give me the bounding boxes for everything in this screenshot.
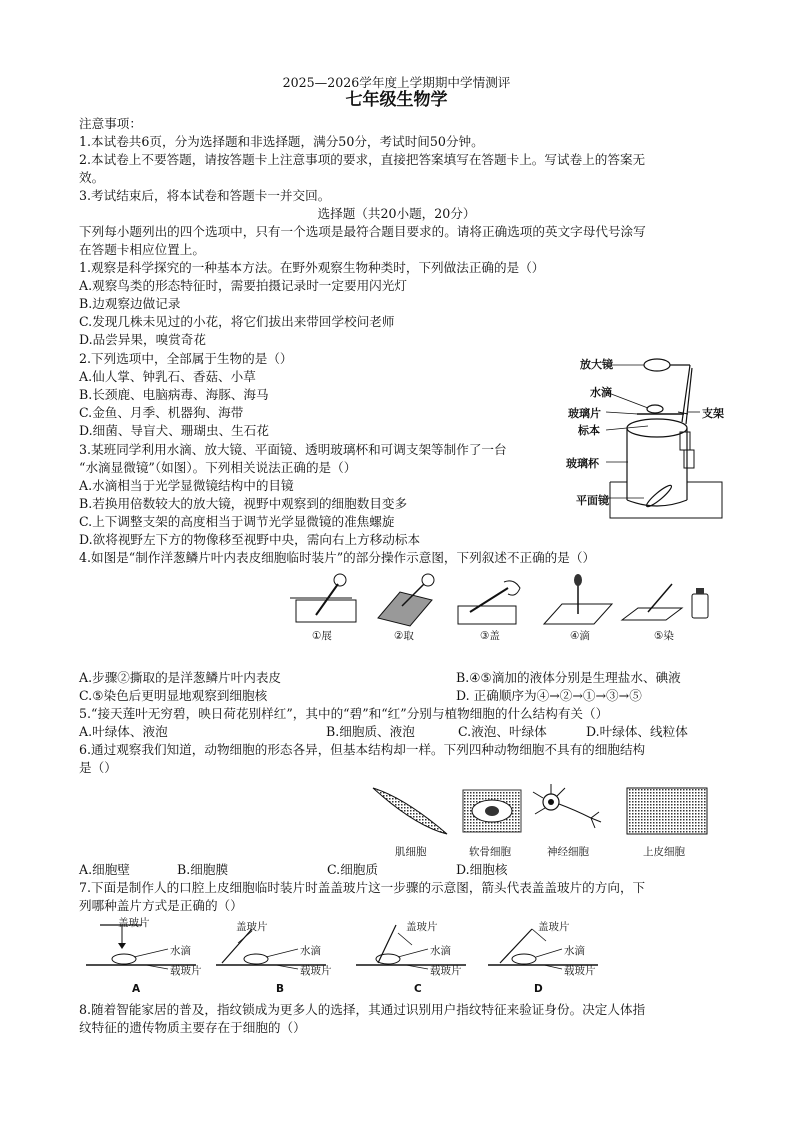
cell-label-epithelial: 上皮细胞 [643,846,685,858]
q5-option-c: C.液泡、叶绿体 [458,724,547,739]
label-drop-d: 水滴 [564,945,585,957]
q2-option-a: A.仙人掌、钟乳石、香菇、小草 [79,369,256,384]
q6-stem: 6.通过观察我们知道，动物细胞的形态各异，但基本结构却一样。下列四种动物细胞不具有的细胞结构 [79,742,646,757]
note-line: 效。 [79,170,105,185]
q3-option-a: A.水滴相当于光学显微镜结构中的目镜 [79,478,294,493]
label-cover-b: 盖玻片 [236,921,268,933]
option-letter-b: B [276,983,285,995]
step-5-label: ⑤染 [654,630,674,642]
q6-stem: 是（） [79,760,117,775]
q2-stem: 2.下列选项中，全部属于生物的是（） [79,351,293,366]
cells-drawing [365,780,715,842]
page-title: 七年级生物学 [345,90,448,110]
label-drop-b: 水滴 [300,945,321,957]
q5-option-d: D.叶绿体、线粒体 [586,724,688,739]
q6-option-d: D.细胞核 [456,862,508,877]
note-line: 2.本试卷上不要答题，请按答题卡上注意事项的要求，直接把答案填写在答题卡上。写试卷上的答案无 [79,152,646,167]
label-specimen: 标本 [578,424,600,437]
label-slide-d: 载玻片 [564,965,596,977]
label-glass-slide: 玻璃片 [568,407,601,420]
q6-option-c: C.细胞质 [327,862,378,877]
cover-slip-figure [86,915,706,997]
step-3-label: ③盖 [480,630,500,642]
q2-option-d: D.细菌、导盲犬、珊瑚虫、生石花 [79,423,269,438]
cell-label-nerve: 神经细胞 [547,846,589,858]
step-1-label: ①展 [312,630,332,642]
q4-option-b: B.④⑤滴加的液体分别是生理盐水、碘液 [456,670,681,685]
q3-stem: 3.某班同学利用水滴、放大镜、平面镜、透明玻璃杯和可调支架等制作了一台 [79,442,507,457]
step-4-label: ④滴 [570,630,590,642]
q3-option-d: D.欲将视野左下方的物像移至视野中央，需向右上方移动标本 [79,532,421,547]
term-line: 2025—2026学年度上学期期中学情测评 [282,75,511,90]
q2-option-c: C.金鱼、月季、机器狗、海带 [79,405,244,420]
q6-option-a: A.细胞壁 [79,862,130,877]
q7-stem: 列哪种盖片方式是正确的（） [79,898,243,913]
section-instruction: 下列每小题列出的四个选项中，只有一个选项是最符合题目要求的。请将正确选项的英文字母代号涂写 [79,224,646,239]
label-magnifier: 放大镜 [580,358,613,371]
animal-cells-figure [365,780,715,860]
label-drop-a: 水滴 [170,945,191,957]
label-slide-b: 载玻片 [300,965,332,977]
q4-option-d: D. 正确顺序为④→②→①→③→⑤ [456,688,642,703]
label-water-drop: 水滴 [590,386,612,399]
q6-option-b: B.细胞膜 [177,862,229,877]
q4-option-a: A.步骤②撕取的是洋葱鳞片叶内表皮 [79,670,282,685]
label-stand: 支架 [702,407,724,420]
label-slide-a: 载玻片 [170,965,202,977]
q1-option-c: C.发现几株未见过的小花，将它们拔出来带回学校问老师 [79,314,395,329]
q8-stem: 8.随着智能家居的普及，指纹锁成为更多人的选择，其通过识别用户指纹特征来验证身份。决定人体指 [79,1002,646,1017]
section-instruction: 在答题卡相应位置上。 [79,242,205,257]
option-letter-d: D [534,983,543,995]
option-letter-a: A [132,983,141,995]
q3-option-c: C.上下调整支架的高度相当于调节光学显微镜的准焦螺旋 [79,514,395,529]
q1-option-d: D.品尝异果，嗅赏奇花 [79,332,206,347]
q8-stem: 纹特征的遗传物质主要存在于细胞的（） [79,1020,306,1035]
label-slide-c: 载玻片 [430,965,462,977]
q1-option-a: A.观察鸟类的形态特征时，需要拍摄记录时一定要用闪光灯 [79,278,407,293]
q4-option-c: C.⑤染色后更明显地观察到细胞核 [79,688,268,703]
label-cover-a: 盖玻片 [118,917,150,929]
q7-stem: 7.下面是制作人的口腔上皮细胞临时装片时盖盖玻片这一步骤的示意图，箭头代表盖盖玻片的方向，下 [79,880,646,895]
q2-option-b: B.长颈鹿、电脑病毒、海豚、海马 [79,387,269,402]
q1-stem: 1.观察是科学探究的一种基本方法。在野外观察生物种类时，下列做法正确的是（） [79,260,545,275]
q3-option-b: B.若换用倍数较大的放大镜，视野中观察到的细胞数目变多 [79,496,408,511]
note-line: 1.本试卷共6页，分为选择题和非选择题，满分50分，考试时间50分钟。 [79,134,484,149]
label-drop-c: 水滴 [430,945,451,957]
cell-label-muscle: 肌细胞 [395,846,427,858]
q4-stem: 4.如图是“制作洋葱鳞片叶内表皮细胞临时装片”的部分操作示意图，下列叙述不正确的是（） [79,550,596,565]
note-line: 3.考试结束后，将本试卷和答题卡一并交回。 [79,188,331,203]
label-cover-d: 盖玻片 [538,921,570,933]
step-2-label: ②取 [394,630,414,642]
onion-slide-steps-figure [282,570,722,645]
label-cover-c: 盖玻片 [406,921,438,933]
cell-label-cartilage: 软骨细胞 [469,846,511,858]
section-title: 选择题（共20小题，20分） [317,206,476,221]
q1-option-b: B.边观察边做记录 [79,296,181,311]
q5-option-a: A.叶绿体、液泡 [79,724,168,739]
q5-stem: 5.“接天莲叶无穷碧，映日荷花别样红”，其中的“碧”和“红”分别与植物细胞的什么结构有关（） [79,706,609,721]
label-cup: 玻璃杯 [566,457,599,470]
q3-stem: “水滴显微镜”（如图）。下列相关说法正确的是（） [79,460,357,475]
label-mirror: 平面镜 [576,494,609,507]
q5-option-b: B.细胞质、液泡 [326,724,415,739]
water-drop-microscope-figure [562,352,732,522]
option-letter-c: C [414,983,422,995]
notes-heading: 注意事项： [79,116,142,131]
